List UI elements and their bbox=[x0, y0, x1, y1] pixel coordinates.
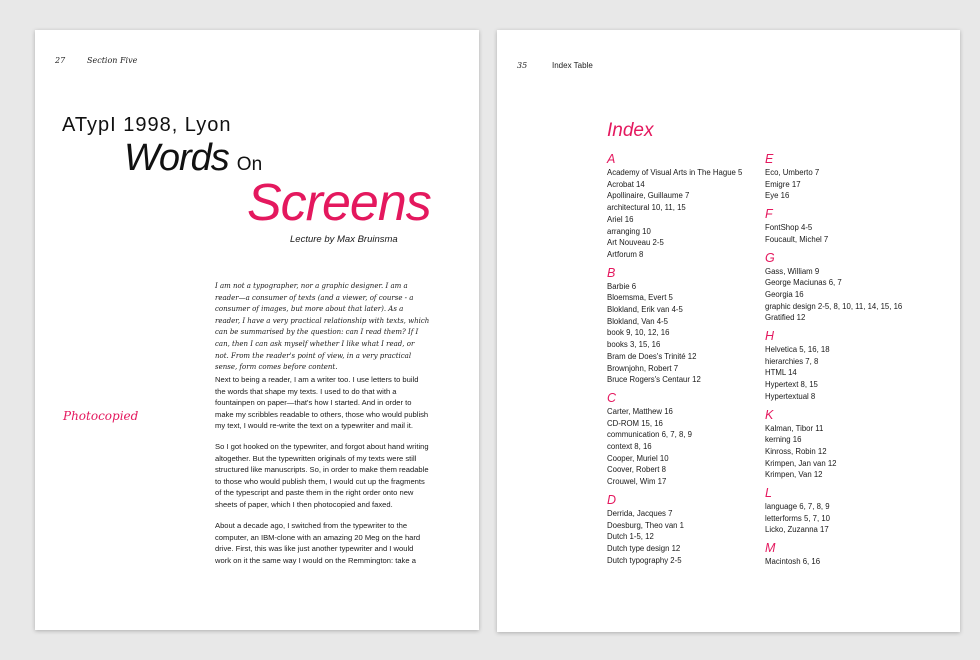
index-section bbox=[765, 486, 925, 536]
body-paragraph: So I got hooked on the typewriter, and forgot about hand writing altogether. But the typewritten originals of my texts were still structured like manuscripts. So, in order to make them readable to those who would publish them, I would cut up the fragments of the typescript and paste them in the right order onto new sheets of paper, which I then photocopied and faxed. bbox=[215, 442, 429, 509]
index-entry: arranging 10 bbox=[607, 226, 651, 236]
index-entry: Academy of Visual Arts in The Hague 5 bbox=[607, 168, 743, 177]
index-entry: Helvetica 5, 16, 18 bbox=[765, 345, 830, 355]
index-entry: communication 6, 7, 8, 9 bbox=[607, 430, 692, 440]
index-letter: E bbox=[765, 152, 774, 166]
index-entry: Art Nouveau 2-5 bbox=[607, 238, 664, 248]
index-entry: books 3, 15, 16 bbox=[607, 340, 661, 350]
index-entry: Derrida, Jacques 7 bbox=[607, 508, 673, 518]
index-entry: Eye 16 bbox=[765, 191, 790, 201]
index-section bbox=[607, 493, 757, 567]
index-entry: Brownjohn, Robert 7 bbox=[607, 363, 679, 373]
index-letter: L bbox=[765, 486, 772, 501]
index-entry: Kalman, Tibor 11 bbox=[765, 423, 824, 433]
index-section bbox=[607, 391, 757, 488]
index-entry: Hypertextual 8 bbox=[765, 391, 816, 401]
index-entry: Hypertext 8, 15 bbox=[765, 380, 818, 390]
index-letter: B bbox=[607, 265, 616, 280]
index-entry: Barbie 6 bbox=[607, 281, 637, 291]
running-head: Section Five bbox=[87, 56, 138, 65]
index-section bbox=[765, 541, 925, 568]
index-entry: Macintosh 6, 16 bbox=[765, 557, 821, 567]
index-letter: A bbox=[607, 152, 616, 166]
index-entry: Dutch typography 2-5 bbox=[607, 555, 682, 565]
index-entry: Foucault, Michel 7 bbox=[765, 234, 829, 244]
index-entry: Krimpen, Van 12 bbox=[765, 470, 823, 480]
index-entry: Bruce Rogers's Centaur 12 bbox=[607, 375, 701, 385]
index-entry: Licko, Zuzanna 17 bbox=[765, 525, 829, 535]
running-head: Index Table bbox=[552, 61, 593, 70]
body-paragraph: About a decade ago, I switched from the typewriter to the computer, an IBM-clone with an amazing 20 Meg on the hard drive. First, this was like just another typewriter and I would work on it the same way I would on the Remmington: take a bbox=[215, 521, 421, 565]
index-section bbox=[765, 251, 925, 325]
index-entry: letterforms 5, 7, 10 bbox=[765, 513, 831, 523]
right-page bbox=[497, 30, 960, 632]
conference-line: ATypI 1998, Lyon bbox=[62, 114, 232, 136]
index-entry: Coover, Robert 8 bbox=[607, 465, 666, 475]
index-entry: Crouwel, Wim 17 bbox=[607, 477, 667, 487]
sidenote: Photocopied bbox=[63, 409, 139, 423]
page-number: 35 bbox=[517, 61, 528, 70]
page-number: 27 bbox=[55, 56, 66, 65]
index-section bbox=[765, 329, 925, 403]
index-entry: architectural 10, 11, 15 bbox=[607, 203, 686, 213]
index-entry: Artforum 8 bbox=[607, 249, 644, 259]
title-line-words bbox=[124, 137, 262, 180]
index-entry: Dutch 1-5, 12 bbox=[607, 532, 654, 542]
index-letter: D bbox=[607, 492, 617, 507]
index-entry: Carter, Matthew 16 bbox=[607, 406, 673, 416]
index-column bbox=[765, 152, 925, 573]
index-entry: language 6, 7, 8, 9 bbox=[765, 502, 830, 512]
index-entry: Cooper, Muriel 10 bbox=[607, 453, 669, 463]
index-entry: Dutch type design 12 bbox=[607, 543, 681, 553]
index-entry: Acrobat 14 bbox=[607, 179, 645, 189]
intro-paragraph: I am not a typographer, nor a graphic designer. I am a reader—a consumer of texts (and a viewer, of course - a consumer of images, but more about that later). As a reader, I have a very practical relationship with texts, which can be summarised by the question: can I read them? If I can, then I can ask myself whether I like what I read, or not. From the reader's point of view, in a very practical sense, form comes before content. bbox=[215, 282, 430, 372]
title-screens: Screens bbox=[247, 174, 431, 232]
index-entry: George Maciunas 6, 7 bbox=[765, 278, 842, 288]
index-letter: H bbox=[765, 329, 775, 344]
index-entry: Blokland, Van 4-5 bbox=[607, 316, 668, 326]
index-column bbox=[607, 152, 757, 571]
index-title: Index bbox=[607, 120, 654, 141]
index-letter: C bbox=[607, 390, 617, 405]
index-letter: F bbox=[765, 207, 773, 222]
index-entry: Kinross, Robin 12 bbox=[765, 446, 827, 456]
index-entry: Krimpen, Jan van 12 bbox=[765, 458, 837, 468]
index-entry: Gass, William 9 bbox=[765, 266, 820, 276]
index-letter: G bbox=[765, 250, 775, 265]
index-entry: FontShop 4-5 bbox=[765, 223, 813, 233]
left-page bbox=[35, 30, 479, 630]
index-entry: book 9, 10, 12, 16 bbox=[607, 328, 670, 338]
index-section bbox=[765, 408, 925, 482]
title-on: On bbox=[236, 154, 263, 175]
title-words: Words bbox=[124, 137, 229, 179]
index-entry: Ariel 16 bbox=[607, 214, 634, 224]
index-entry: Bram de Does's Trinité 12 bbox=[607, 351, 697, 361]
index-letter: M bbox=[765, 541, 776, 556]
index-entry: context 8, 16 bbox=[607, 442, 652, 452]
index-entry: kerning 16 bbox=[765, 435, 802, 445]
index-letter: K bbox=[765, 407, 774, 422]
index-entry: Gratified 12 bbox=[765, 313, 806, 323]
index-entry: Apollinaire, Guillaume 7 bbox=[607, 191, 690, 201]
index-entry: Bloemsma, Evert 5 bbox=[607, 293, 673, 303]
index-section bbox=[765, 207, 925, 245]
index-entry: Blokland, Erik van 4-5 bbox=[607, 305, 683, 315]
index-entry: CD-ROM 15, 16 bbox=[607, 418, 663, 428]
index-entry: Emigre 17 bbox=[765, 179, 801, 189]
index-entry: graphic design 2-5, 8, 10, 11, 14, 15, 16 bbox=[765, 301, 903, 311]
index-entry: hierarchies 7, 8 bbox=[765, 356, 819, 366]
index-entry: HTML 14 bbox=[765, 368, 797, 378]
index-section bbox=[607, 152, 757, 261]
index-entry: Georgia 16 bbox=[765, 289, 804, 299]
index-entry: Eco, Umberto 7 bbox=[765, 168, 820, 177]
index-section bbox=[765, 152, 925, 202]
byline: Lecture by Max Bruinsma bbox=[290, 234, 398, 245]
body-paragraph: Next to being a reader, I am a writer too. I use letters to build the words that shape my texts. I used to do that with a fountainpen on paper—that's how I started. And in order to make my scribbles readable to others, those who would publish my text, I would re-write the text on a typewriter and mail it. bbox=[215, 375, 429, 431]
index-section bbox=[607, 266, 757, 386]
index-entry: Doesburg, Theo van 1 bbox=[607, 520, 685, 530]
